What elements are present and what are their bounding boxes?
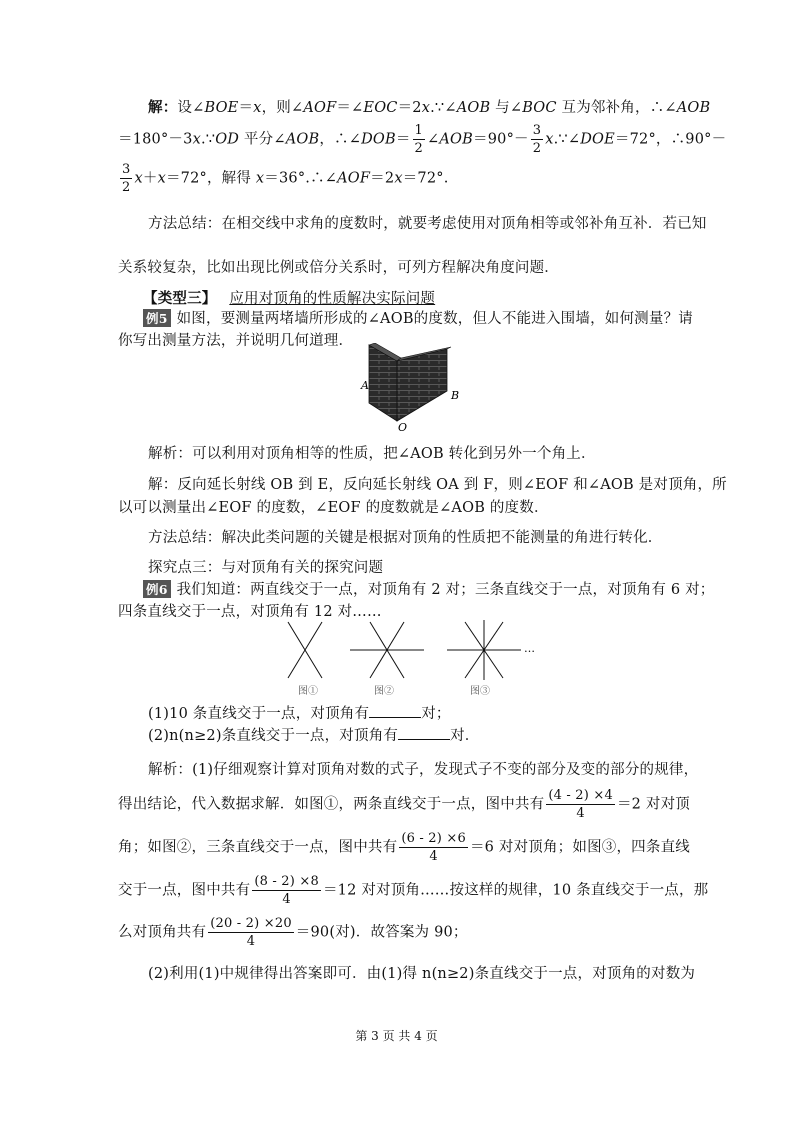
example-5-solution-line-1: 解：反向延长射线 OB 到 E，反向延长射线 OA 到 F，则∠EOF 和∠AOB 是对顶角，所	[148, 477, 727, 493]
method-summary-line-1: 方法总结：在相交线中求角的度数时，就要考虑使用对顶角相等或邻补角互补．若已知	[148, 216, 707, 232]
solution-line-1: 解：设∠BOE＝x，则∠AOF＝∠EOC＝2x.∵∠AOB 与∠BOC 互为邻补角，∴∠AOB	[148, 99, 711, 116]
fraction-ten-lines: $\frac{(20 - 2) \times 20}{4}$	[210, 916, 292, 949]
example-6-tag: 例6	[143, 580, 171, 598]
analysis-6-line-3: 角；如图②，三条直线交于一点，图中共有 $\frac{(6 - 2) \times 6}{4}$ ＝6 对对顶角；如图③，四条直线	[118, 831, 690, 864]
analysis-6-line-2: 得出结论，代入数据求解．如图①，两条直线交于一点，图中共有 $\frac{(4 - 2) \times 4}{4}$ ＝2 对对顶	[118, 788, 690, 821]
example-5-tag: 例5	[143, 309, 171, 327]
analysis-6-line-5: 么对顶角共有 $\frac{(20 - 2) \times 20}{4}$ ＝90(对)．故答案为 90；	[118, 916, 468, 949]
solution-line-2: ＝180°－3x.∵OD 平分∠AOB，∴∠DOB＝ $\frac{1}{2}$ ∠AOB＝90°－ $\frac{3}{2}$ x.∵∠DOE＝72°，∴90°－	[118, 123, 727, 156]
example-5-solution-line-2: 以可以测量出∠EOF 的度数，∠EOF 的度数就是∠AOB 的度数．	[118, 500, 549, 516]
ellipsis-mark: …	[524, 642, 535, 655]
example-5-summary: 方法总结：解决此类问题的关键是根据对顶角的性质把不能测量的角进行转化．	[148, 530, 663, 546]
question-1: (1)10 条直线交于一点，对顶角有 对；	[148, 706, 451, 722]
explore-point-3-heading: 探究点三：与对顶角有关的探究问题	[148, 560, 384, 576]
question-2: (2)n(n≥2)条直线交于一点，对顶角有 对．	[148, 728, 480, 744]
fraction-three-halves: $\frac{3}{2}$	[532, 123, 542, 156]
point-a-label: A	[361, 379, 369, 392]
point-b-label: B	[451, 389, 460, 402]
analysis-6-line-4: 交于一点，图中共有 $\frac{(8 - 2) \times 8}{4}$ ＝12 对对顶角……按这样的规律，10 条直线交于一点，那	[118, 874, 709, 907]
section-type-3-heading: 【类型三】 应用对顶角的性质解决实际问题	[143, 290, 436, 307]
figure-2-three-lines	[350, 622, 424, 678]
answer-blank-2[interactable]	[398, 727, 450, 740]
example-6-line-2: 四条直线交于一点，对顶角有 12 对……	[118, 604, 382, 620]
figure-3-four-lines	[447, 620, 521, 680]
figure-2-caption: 图②	[374, 686, 394, 697]
wall-figure	[355, 343, 465, 431]
fraction-three-halves-2: $\frac{3}{2}$	[122, 162, 131, 195]
analysis-6-line-6: (2)利用(1)中规律得出答案即可．由(1)得 n(n≥2)条直线交于一点，对顶角的对数为	[148, 966, 696, 982]
example-5-line-2: 你写出测量方法，并说明几何道理．	[118, 333, 354, 349]
fraction-figure-1: $\frac{(4 - 2) \times 4}{4}$	[548, 788, 613, 821]
method-summary-line-2: 关系较复杂，比如出现比例或倍分关系时，可列方程解决角度问题．	[118, 260, 559, 276]
figure-1-two-lines	[288, 622, 322, 678]
fraction-one-half: $\frac{1}{2}$	[414, 123, 424, 156]
fraction-figure-2: $\frac{(6 - 2) \times 6}{4}$	[401, 831, 466, 864]
answer-blank-1[interactable]	[369, 705, 421, 718]
example-5-analysis: 解析：可以利用对顶角相等的性质，把∠AOB 转化到另外一个角上．	[148, 446, 596, 462]
wall-right	[397, 349, 447, 421]
example-5-line-1: 例5 如图，要测量两堵墙所形成的∠AOB的度数，但人不能进入围墙，如何测量？请	[143, 307, 693, 328]
page-footer: 第 3 页 共 4 页	[355, 1029, 438, 1043]
analysis-6-line-1: 解析：(1)仔细观察计算对顶角对数的式子，发现式子不变的部分及变的部分的规律，	[148, 762, 699, 778]
point-o-label: O	[398, 421, 408, 431]
solution-line-3: $\frac{3}{2}$ x＋x＝72°，解得 x＝36°.∴∠AOF＝2x＝72°.	[122, 162, 449, 195]
intersecting-lines-figures	[270, 618, 540, 700]
example-6-line-1: 例6 我们知道：两直线交于一点，对顶角有 2 对；三条直线交于一点，对顶角有 6 对；	[143, 578, 715, 599]
figure-3-caption: 图③	[470, 686, 490, 697]
figure-1-caption: 图①	[298, 686, 318, 697]
fraction-figure-3: $\frac{(8 - 2) \times 8}{4}$	[254, 874, 319, 907]
